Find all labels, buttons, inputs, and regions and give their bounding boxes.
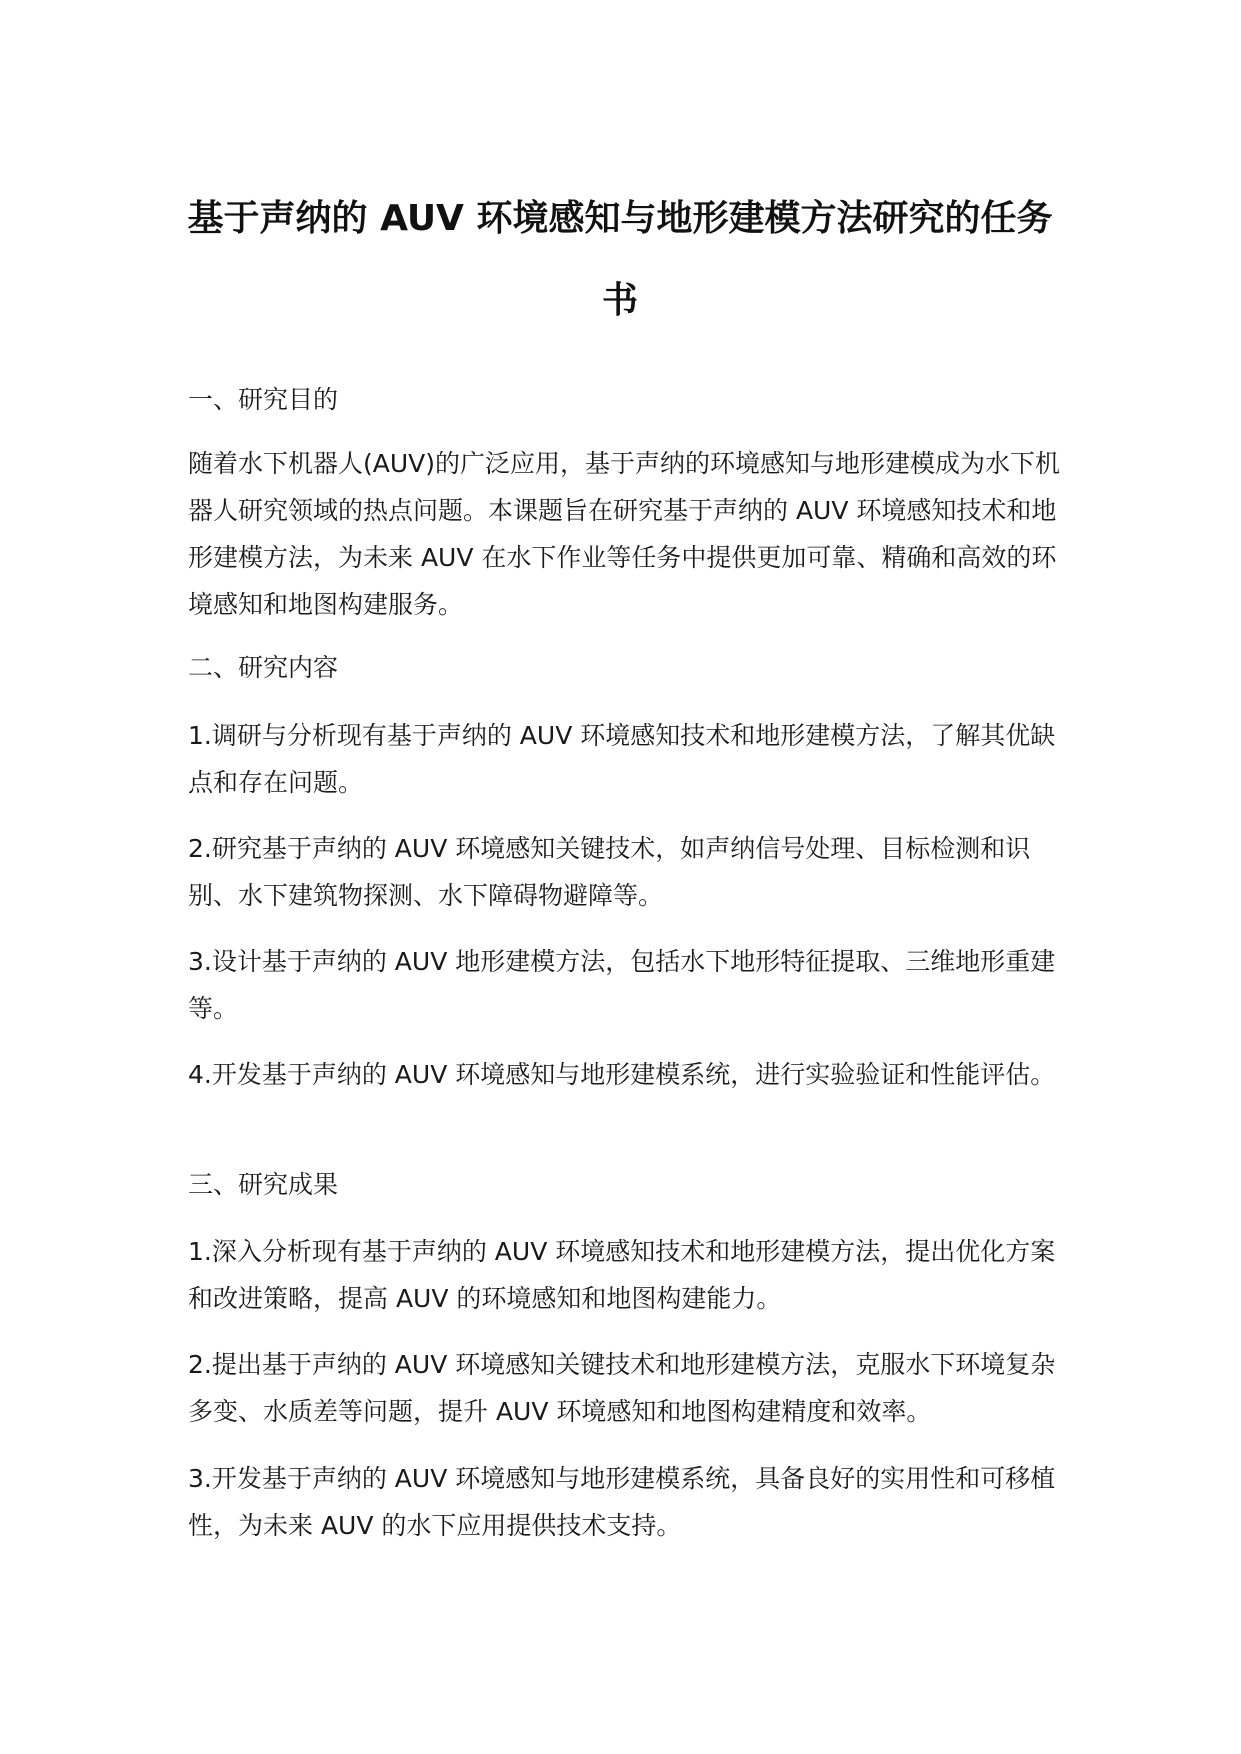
result-item-2: 2.提出基于声纳的 AUV 环境感知关键技术和地形建模方法，克服水下环境复杂多变、水质差等问题，提升 AUV 环境感知和地图构建精度和效率。 — [188, 1350, 1056, 1426]
content-item-2: 2.研究基于声纳的 AUV 环境感知关键技术，如声纳信号处理、目标检测和识别、水下建筑物探测、水下障碍物避障等。 — [188, 834, 1031, 910]
content-item-3: 3.设计基于声纳的 AUV 地形建模方法，包括水下地形特征提取、三维地形重建等。 — [188, 947, 1056, 1023]
result-item-3: 3.开发基于声纳的 AUV 环境感知与地形建模系统，具备良好的实用性和可移植性，为未来 AUV 的水下应用提供技术支持。 — [188, 1464, 1056, 1540]
section-heading-research-content: 二、研究内容 — [188, 653, 339, 682]
content-item-1: 1.调研与分析现有基于声纳的 AUV 环境感知技术和地形建模方法，了解其优缺点和存在问题。 — [188, 721, 1056, 797]
content-item-4: 4.开发基于声纳的 AUV 环境感知与地形建模系统，进行实验验证和性能评估。 — [188, 1060, 1056, 1089]
result-item-1: 1.深入分析现有基于声纳的 AUV 环境感知技术和地形建模方法，提出优化方案和改进策略，提高 AUV 的环境感知和地图构建能力。 — [188, 1237, 1056, 1313]
section-heading-research-purpose: 一、研究目的 — [188, 385, 339, 414]
document-title: 基于声纳的 AUV 环境感知与地形建模方法研究的任务书 — [187, 198, 1053, 321]
paragraph-research-purpose: 随着水下机器人(AUV)的广泛应用，基于声纳的环境感知与地形建模成为水下机器人研究领域的热点问题。本课题旨在研究基于声纳的 AUV 环境感知技术和地形建模方法，为未来 AUV 在水下作业等任务中提供更加可靠、精确和高效的环境感知和地图构建服务。 — [188, 449, 1061, 619]
section-heading-research-results: 三、研究成果 — [188, 1170, 339, 1199]
